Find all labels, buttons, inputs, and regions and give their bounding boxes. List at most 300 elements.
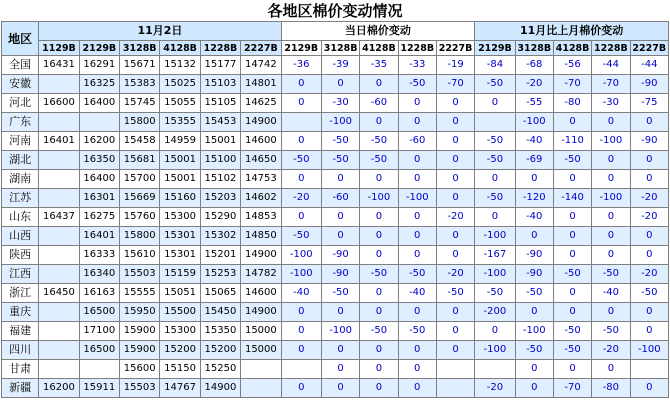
region-cell: 四川 [2,341,39,360]
daily-change-cell: 0 [436,170,474,189]
daily-change-cell: 0 [436,94,474,113]
monthly-change-cell: -50 [592,265,630,284]
monthly-change-cell: -55 [515,94,553,113]
column-header-daily: 3128B [321,41,359,56]
monthly-change-cell: -200 [475,303,515,322]
daily-change-cell: 0 [398,341,436,360]
price-cell: 16333 [79,246,119,265]
daily-change-cell: -100 [360,189,398,208]
column-header-daily: 2227B [436,41,474,56]
monthly-change-cell: 0 [475,94,515,113]
monthly-change-cell: -68 [515,56,553,75]
table-row [2,265,669,284]
price-cell: 16291 [79,56,119,75]
table-row [2,379,669,398]
price-cell: 14801 [241,75,281,94]
price-cell [39,75,79,94]
daily-change-cell: 0 [398,360,436,379]
price-cell: 15201 [200,246,240,265]
daily-change-cell: -39 [321,56,359,75]
daily-change-cell: 0 [321,227,359,246]
price-cell: 15132 [160,56,200,75]
monthly-change-cell: -50 [515,284,553,303]
monthly-change-cell: -70 [553,75,591,94]
price-cell [241,360,281,379]
daily-change-cell: 0 [281,94,321,113]
monthly-change-cell: 0 [592,246,630,265]
daily-change-cell: -90 [321,246,359,265]
table-row [2,303,669,322]
price-cell: 15800 [120,227,160,246]
daily-change-cell: 0 [436,303,474,322]
monthly-change-cell: -44 [630,56,668,75]
monthly-change-cell: -30 [592,94,630,113]
daily-change-cell: 0 [436,113,474,132]
region-cell: 湖南 [2,170,39,189]
monthly-change-cell: -40 [592,284,630,303]
price-cell: 14742 [241,56,281,75]
table-row [2,94,669,113]
daily-change-cell: 0 [360,284,398,303]
daily-change-cell: -50 [321,284,359,303]
column-header-date: 2227B [241,41,281,56]
group-header-monthly: 11月比上月棉价变动 [475,22,669,41]
price-cell: 15900 [120,341,160,360]
monthly-change-cell: -50 [553,341,591,360]
monthly-change-cell: -90 [515,246,553,265]
price-cell [39,170,79,189]
monthly-change-cell: -110 [553,132,591,151]
region-cell: 甘肃 [2,360,39,379]
group-header-daily: 当日棉价变动 [281,22,475,41]
price-cell [39,151,79,170]
price-cell: 15600 [120,360,160,379]
daily-change-cell: -50 [398,322,436,341]
daily-change-cell: -50 [360,265,398,284]
daily-change-cell: 0 [281,379,321,398]
price-cell [39,189,79,208]
daily-change-cell: -60 [398,132,436,151]
corner-region-header: 地区 [2,22,39,56]
daily-change-cell: 0 [398,208,436,227]
price-cell: 14600 [241,132,281,151]
monthly-change-cell: 0 [630,246,668,265]
price-cell: 15745 [120,94,160,113]
monthly-change-cell: -69 [515,151,553,170]
daily-change-cell [436,379,474,398]
column-header-monthly: 3128B [515,41,553,56]
daily-change-cell: 0 [436,132,474,151]
monthly-change-cell: -20 [630,265,668,284]
monthly-change-cell: 0 [515,227,553,246]
table-row [2,132,669,151]
price-cell: 16325 [79,75,119,94]
monthly-change-cell: -100 [475,265,515,284]
price-cell: 14753 [241,170,281,189]
table-row [2,170,669,189]
region-cell: 湖北 [2,151,39,170]
monthly-change-cell: 0 [515,360,553,379]
price-cell: 15001 [200,132,240,151]
price-cell: 16200 [79,132,119,151]
table-row [2,246,669,265]
monthly-change-cell: -100 [515,322,553,341]
table-row [2,284,669,303]
price-cell: 15383 [120,75,160,94]
daily-change-cell: 0 [360,227,398,246]
monthly-change-cell: 0 [553,170,591,189]
price-cell: 16200 [39,379,79,398]
price-cell: 14900 [241,303,281,322]
price-table [1,21,669,398]
price-cell: 15302 [200,227,240,246]
monthly-change-cell: -70 [592,75,630,94]
daily-change-cell: 0 [321,303,359,322]
monthly-change-cell: -50 [475,189,515,208]
price-cell: 16163 [79,284,119,303]
region-cell: 河南 [2,132,39,151]
monthly-change-cell: 0 [553,246,591,265]
price-cell: 14959 [160,132,200,151]
price-cell: 14767 [160,379,200,398]
monthly-change-cell [475,360,515,379]
monthly-change-cell: 0 [630,322,668,341]
daily-change-cell: 0 [321,379,359,398]
monthly-change-cell: -50 [515,341,553,360]
daily-change-cell: -35 [360,56,398,75]
monthly-change-cell: 0 [630,151,668,170]
price-cell: 15900 [120,322,160,341]
region-cell: 山西 [2,227,39,246]
price-cell [39,341,79,360]
daily-change-cell: 0 [360,208,398,227]
region-cell: 全国 [2,56,39,75]
price-cell: 15051 [160,284,200,303]
price-cell: 15100 [200,151,240,170]
monthly-change-cell: 0 [630,303,668,322]
region-cell: 江西 [2,265,39,284]
monthly-change-cell: -40 [515,208,553,227]
price-cell: 15200 [160,341,200,360]
price-cell [79,360,119,379]
daily-change-cell: -50 [436,284,474,303]
monthly-change-cell: -20 [515,75,553,94]
price-cell: 16401 [79,227,119,246]
daily-change-cell: 0 [360,170,398,189]
monthly-change-cell: -100 [630,341,668,360]
daily-change-cell [281,360,321,379]
price-cell: 14602 [241,189,281,208]
column-header-monthly: 2129B [475,41,515,56]
monthly-change-cell: -20 [592,341,630,360]
column-header-date: 1228B [200,41,240,56]
price-cell: 15300 [160,322,200,341]
daily-change-cell: 0 [436,151,474,170]
monthly-change-cell: -120 [515,189,553,208]
monthly-change-cell: -100 [515,113,553,132]
monthly-change-cell: -50 [630,284,668,303]
monthly-change-cell: 0 [592,208,630,227]
table-row [2,113,669,132]
daily-change-cell: -50 [398,75,436,94]
daily-change-cell: -20 [281,189,321,208]
monthly-change-cell: -90 [630,132,668,151]
region-cell: 陕西 [2,246,39,265]
daily-change-cell: 0 [321,360,359,379]
monthly-change-cell: -100 [592,189,630,208]
monthly-change-cell: 0 [475,322,515,341]
monthly-change-cell: 0 [553,284,591,303]
column-header-daily: 4128B [360,41,398,56]
region-cell: 山东 [2,208,39,227]
price-cell: 16401 [39,132,79,151]
daily-change-cell: 0 [360,303,398,322]
table-row [2,75,669,94]
monthly-change-cell: 0 [515,170,553,189]
price-cell: 15350 [200,322,240,341]
column-header-monthly: 2227B [630,41,668,56]
group-header-date: 11月2日 [39,22,281,41]
region-cell: 福建 [2,322,39,341]
daily-change-cell: 0 [398,113,436,132]
daily-change-cell: -100 [281,265,321,284]
price-cell: 14782 [241,265,281,284]
table-row [2,56,669,75]
monthly-change-cell: -90 [515,265,553,284]
table-row [2,322,669,341]
monthly-change-cell: -140 [553,189,591,208]
daily-change-cell: 0 [398,170,436,189]
price-cell: 15681 [120,151,160,170]
monthly-change-cell: 0 [630,227,668,246]
daily-change-cell: -20 [436,265,474,284]
daily-change-cell: -50 [321,151,359,170]
monthly-change-cell: -167 [475,246,515,265]
region-cell: 新疆 [2,379,39,398]
monthly-change-cell: 0 [515,303,553,322]
daily-change-cell: -40 [398,284,436,303]
daily-change-cell: 0 [281,170,321,189]
daily-change-cell: -50 [360,322,398,341]
monthly-change-cell [475,113,515,132]
monthly-change-cell: -70 [553,379,591,398]
monthly-change-cell: -50 [592,322,630,341]
price-cell: 15150 [160,360,200,379]
price-cell: 15453 [200,113,240,132]
monthly-change-cell: -80 [592,379,630,398]
monthly-change-cell: -50 [553,322,591,341]
price-cell: 15669 [120,189,160,208]
daily-change-cell: 0 [398,379,436,398]
price-cell [241,379,281,398]
region-cell: 安徽 [2,75,39,94]
price-cell: 14625 [241,94,281,113]
monthly-change-cell: -50 [475,75,515,94]
monthly-change-cell: -100 [592,132,630,151]
daily-change-cell: -60 [321,189,359,208]
monthly-change-cell: 0 [475,170,515,189]
price-cell [39,246,79,265]
price-cell: 15105 [200,94,240,113]
price-cell: 15911 [79,379,119,398]
monthly-change-cell: 0 [553,113,591,132]
price-cell: 15458 [120,132,160,151]
column-header-monthly: 1228B [592,41,630,56]
monthly-change-cell: 0 [553,360,591,379]
page-title: 各地区棉价变动情况 [267,2,403,20]
daily-change-cell: 0 [321,75,359,94]
daily-change-cell: -33 [398,56,436,75]
price-cell: 15671 [120,56,160,75]
monthly-change-cell: -75 [630,94,668,113]
monthly-change-cell: -50 [553,265,591,284]
price-cell: 15065 [200,284,240,303]
column-header-daily: 2129B [281,41,321,56]
monthly-change-cell: 0 [630,379,668,398]
daily-change-cell: -100 [321,113,359,132]
daily-change-cell: 0 [436,246,474,265]
daily-change-cell: 0 [281,322,321,341]
price-cell: 15301 [160,227,200,246]
monthly-change-cell: 0 [592,113,630,132]
monthly-change-cell: -20 [630,208,668,227]
monthly-change-cell: -100 [475,341,515,360]
price-cell: 15000 [241,322,281,341]
price-cell [39,322,79,341]
monthly-change-cell: -40 [515,132,553,151]
daily-change-cell: -50 [360,151,398,170]
monthly-change-cell: -50 [475,151,515,170]
monthly-change-cell: -44 [592,56,630,75]
daily-change-cell: 0 [281,303,321,322]
monthly-change-cell: 0 [592,303,630,322]
monthly-change-cell: -50 [553,151,591,170]
daily-change-cell: 0 [398,151,436,170]
daily-change-cell: -36 [281,56,321,75]
table-row [2,208,669,227]
monthly-change-cell: 0 [592,360,630,379]
daily-change-cell: -19 [436,56,474,75]
column-header-monthly: 4128B [553,41,591,56]
daily-change-cell: -50 [281,151,321,170]
daily-change-cell: 0 [321,208,359,227]
daily-change-cell: 0 [321,170,359,189]
price-cell: 16450 [39,284,79,303]
daily-change-cell: 0 [281,132,321,151]
daily-change-cell: 0 [360,246,398,265]
price-cell: 15800 [120,113,160,132]
price-cell: 15300 [160,208,200,227]
price-cell: 14900 [200,379,240,398]
price-cell: 15290 [200,208,240,227]
monthly-change-cell: -100 [475,227,515,246]
daily-change-cell: 0 [281,208,321,227]
price-cell: 15760 [120,208,160,227]
daily-change-cell: -90 [321,265,359,284]
monthly-change-cell: 0 [553,208,591,227]
monthly-change-cell: 0 [475,208,515,227]
daily-change-cell: 0 [436,322,474,341]
price-cell: 16500 [79,303,119,322]
monthly-change-cell: 0 [630,113,668,132]
column-header-date: 1129B [39,41,79,56]
daily-change-cell: -30 [321,94,359,113]
column-header-date: 4128B [160,41,200,56]
daily-change-cell: -50 [360,132,398,151]
daily-change-cell: -100 [281,246,321,265]
price-cell [39,227,79,246]
monthly-change-cell: -50 [475,132,515,151]
price-cell: 16437 [39,208,79,227]
price-cell: 16340 [79,265,119,284]
region-cell: 重庆 [2,303,39,322]
price-cell: 15555 [120,284,160,303]
daily-change-cell: 0 [398,246,436,265]
column-header-date: 3128B [120,41,160,56]
price-cell: 16431 [39,56,79,75]
price-cell: 15450 [200,303,240,322]
daily-change-cell: 0 [398,227,436,246]
region-cell: 江苏 [2,189,39,208]
daily-change-cell: -50 [281,227,321,246]
daily-change-cell: 0 [436,341,474,360]
price-cell: 17100 [79,322,119,341]
price-cell: 16350 [79,151,119,170]
daily-change-cell: 0 [436,227,474,246]
price-cell: 15250 [200,360,240,379]
daily-change-cell [436,360,474,379]
price-cell: 15610 [120,246,160,265]
price-cell: 16500 [79,341,119,360]
monthly-change-cell: 0 [592,170,630,189]
price-cell: 14900 [241,113,281,132]
price-cell: 15102 [200,170,240,189]
price-cell: 15700 [120,170,160,189]
monthly-change-cell [630,360,668,379]
price-cell: 15503 [120,265,160,284]
table-row [2,151,669,170]
price-cell [39,303,79,322]
price-cell: 15177 [200,56,240,75]
price-cell: 15103 [200,75,240,94]
daily-change-cell: -60 [360,94,398,113]
price-cell: 15001 [160,151,200,170]
monthly-change-cell: 0 [630,170,668,189]
daily-change-cell [281,113,321,132]
price-cell: 15950 [120,303,160,322]
daily-change-cell: 0 [360,379,398,398]
price-cell: 15055 [160,94,200,113]
price-cell: 15355 [160,113,200,132]
price-cell [39,265,79,284]
daily-change-cell: 0 [360,113,398,132]
daily-change-cell: 0 [281,75,321,94]
price-cell: 14600 [241,284,281,303]
price-cell: 14900 [241,246,281,265]
monthly-change-cell: 0 [592,151,630,170]
price-cell: 15200 [200,341,240,360]
daily-change-cell: -20 [436,208,474,227]
table-row [2,189,669,208]
daily-change-cell: 0 [436,189,474,208]
column-header-daily: 1228B [398,41,436,56]
price-cell: 15160 [160,189,200,208]
daily-change-cell: 0 [360,75,398,94]
daily-change-cell: 0 [281,341,321,360]
monthly-change-cell: -50 [475,284,515,303]
price-cell: 16600 [39,94,79,113]
column-header-date: 2129B [79,41,119,56]
